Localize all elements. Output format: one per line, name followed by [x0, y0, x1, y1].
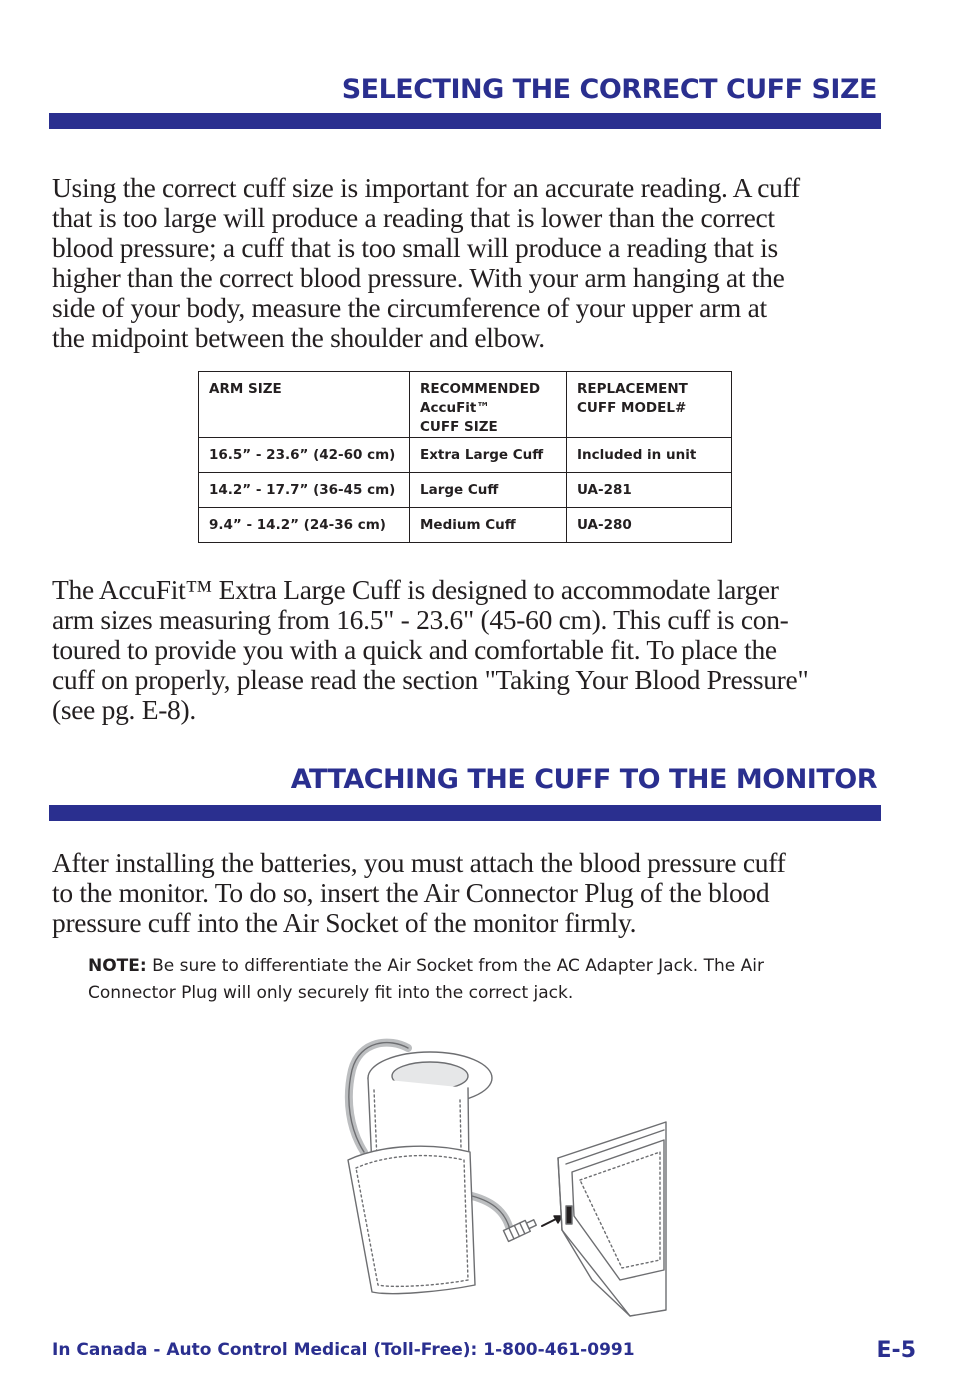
paragraph-line: arm sizes measuring from 16.5" - 23.6" (45-60 cm). This cuff is con-: [52, 604, 789, 635]
cell-cuff-size: Extra Large Cuff: [410, 438, 567, 473]
accufit-paragraph: [52, 575, 882, 725]
header-replacement-model: REPLACEMENT CUFF MODEL#: [567, 372, 732, 438]
paragraph-line: that is too large will produce a reading that is lower than the correct: [52, 202, 775, 233]
paragraph-line: toured to provide you with a quick and comfortable fit. To place the: [52, 634, 777, 665]
cell-model: UA-281: [567, 473, 732, 508]
paragraph-line: cuff on properly, please read the section "Taking Your Blood Pressure": [52, 664, 809, 695]
paragraph-line: (see pg. E-8).: [52, 694, 196, 725]
cell-model: UA-280: [567, 508, 732, 543]
paragraph-line: The AccuFit™ Extra Large Cuff is designed to accommodate larger: [52, 574, 779, 605]
note-paragraph: [88, 953, 848, 1007]
paragraph-line: to the monitor. To do so, insert the Air Connector Plug of the blood: [52, 877, 770, 908]
cuff-and-monitor-illustration: [330, 1030, 675, 1325]
paragraph-line: pressure cuff into the Air Socket of the monitor firmly.: [52, 907, 637, 938]
paragraph-line: side of your body, measure the circumference of your upper arm at: [52, 292, 767, 323]
cell-arm-size: 14.2” - 17.7” (36-45 cm): [199, 473, 410, 508]
cell-cuff-size: Large Cuff: [410, 473, 567, 508]
table-row: [199, 508, 732, 543]
table-row: [199, 473, 732, 508]
paragraph-line: the midpoint between the shoulder and elbow.: [52, 322, 545, 353]
heading-rule: [49, 113, 881, 129]
attaching-cuff-paragraph: [52, 848, 882, 938]
cell-model: Included in unit: [567, 438, 732, 473]
paragraph-line: After installing the batteries, you must attach the blood pressure cuff: [52, 847, 786, 878]
paragraph-line: Using the correct cuff size is important for an accurate reading. A cuff: [52, 172, 800, 203]
header-recommended-cuff-size: RECOMMENDED AccuFit™ CUFF SIZE: [410, 372, 567, 438]
table-row: [199, 438, 732, 473]
page-number: E-5: [876, 1338, 916, 1363]
table-header-row: [199, 372, 732, 438]
cell-arm-size: 9.4” - 14.2” (24-36 cm): [199, 508, 410, 543]
paragraph-line: blood pressure; a cuff that is too small will produce a reading that is: [52, 232, 778, 263]
paragraph-line: higher than the correct blood pressure. With your arm hanging at the: [52, 262, 785, 293]
section-heading-cuff-size: SELECTING THE CORRECT CUFF SIZE: [341, 74, 877, 105]
note-label: NOTE:: [88, 956, 147, 976]
cuff-size-intro-paragraph: [52, 173, 882, 353]
cell-arm-size: 16.5” - 23.6” (42-60 cm): [199, 438, 410, 473]
cuff-size-table: [198, 371, 732, 543]
cell-cuff-size: Medium Cuff: [410, 508, 567, 543]
header-arm-size: ARM SIZE: [199, 372, 410, 438]
section-heading-attaching-cuff: ATTACHING THE CUFF TO THE MONITOR: [290, 764, 877, 795]
footer-contact: In Canada - Auto Control Medical (Toll-Free): 1-800-461-0991: [52, 1340, 635, 1360]
heading-rule: [49, 805, 881, 821]
note-text: Be sure to differentiate the Air Socket from the AC Adapter Jack. The Air Connector Plug will only securely fit into the correct jack.: [88, 956, 764, 1003]
